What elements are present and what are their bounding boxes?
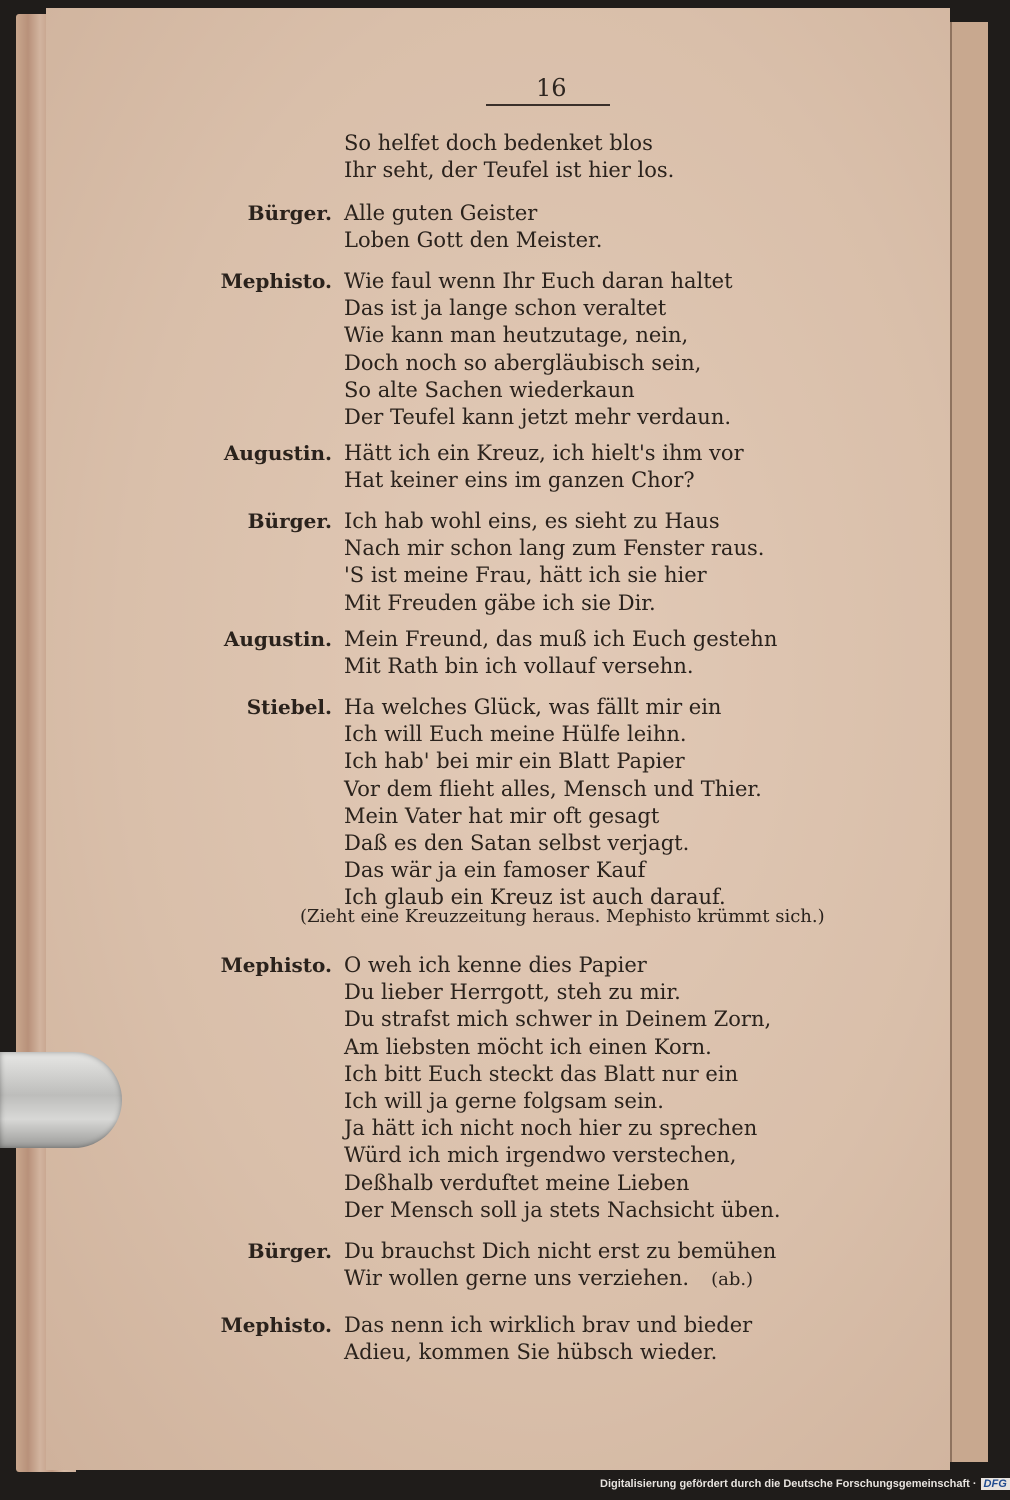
- adjacent-page: [950, 22, 988, 1462]
- speaker-name: Mephisto.: [220, 1313, 332, 1337]
- verse-line: Mein Vater hat mir oft gesagt: [344, 803, 660, 828]
- verse-line-text: Wir wollen gerne uns verziehen.: [344, 1266, 690, 1291]
- verse-line: Du strafst mich schwer in Deinem Zorn,: [344, 1007, 772, 1032]
- verse-line: Loben Gott den Meister.: [344, 228, 603, 253]
- verse-line: Ich glaub ein Kreuz ist auch darauf.: [344, 885, 726, 910]
- verse-line: Das ist ja lange schon veraltet: [344, 296, 667, 321]
- speaker-name: Bürger.: [247, 201, 332, 225]
- digitization-credit: Digitalisierung gefördert durch die Deutsche Forschungsgemeinschaft · DFG: [600, 1478, 996, 1496]
- verse-line: Nach mir schon lang zum Fenster raus.: [344, 536, 765, 561]
- verse-line: Du brauchst Dich nicht erst zu bemühen: [344, 1239, 777, 1263]
- verse-line: So alte Sachen wiederkaun: [344, 377, 635, 402]
- speaker-name: Mephisto.: [220, 269, 332, 293]
- speaker-name: Bürger.: [247, 509, 332, 533]
- verse-line: Adieu, kommen Sie hübsch wieder.: [344, 1340, 718, 1365]
- verse-line: Du lieber Herrgott, steh zu mir.: [344, 980, 681, 1005]
- speaker-name: Stiebel.: [246, 695, 332, 719]
- verse-line: 'S ist meine Frau, hätt ich sie hier: [344, 563, 707, 588]
- verse-line: Würd ich mich irgendwo verstechen,: [344, 1143, 737, 1168]
- verse-lines: [344, 268, 733, 431]
- stage-direction: (Zieht eine Kreuzzeitung heraus. Mephisto krümmt sich.): [300, 906, 825, 927]
- verse-lines: [344, 508, 764, 617]
- verse-line: Mit Freuden gäbe ich sie Dir.: [344, 590, 656, 615]
- verse-lines: [344, 626, 777, 680]
- verse-line: Das wär ja ein famoser Kauf: [344, 858, 646, 883]
- verse-line: Wie kann man heutzutage, nein,: [344, 323, 689, 348]
- verse-line: Der Teufel kann jetzt mehr verdaun.: [344, 404, 732, 429]
- verse-line: Mein Freund, das muß ich Euch gestehn: [344, 627, 778, 651]
- verse-line: Mit Rath bin ich vollauf versehn.: [344, 654, 694, 679]
- verse-line: [344, 1265, 776, 1292]
- page-clip: [0, 1052, 122, 1148]
- verse-line: Doch noch so abergläubisch sein,: [344, 350, 702, 375]
- verse-line: Das nenn ich wirklich brav und bieder: [344, 1313, 753, 1337]
- speaker-name: Bürger.: [247, 1239, 332, 1263]
- verse-line: Ich will ja gerne folgsam sein.: [344, 1088, 664, 1113]
- verse-line: Ihr seht, der Teufel ist hier los.: [344, 158, 675, 183]
- verse-line: Vor dem flieht alles, Mensch und Thier.: [344, 776, 762, 801]
- verse-line: Ich will Euch meine Hülfe leihn.: [344, 722, 687, 747]
- verse-lines: [344, 694, 762, 912]
- credit-text: Digitalisierung gefördert durch die Deutsche Forschungsgemeinschaft: [600, 1478, 970, 1490]
- verse-line: Hat keiner eins im ganzen Chor?: [344, 468, 695, 493]
- verse-lines: [344, 1238, 776, 1292]
- verse-lines: [344, 130, 674, 184]
- verse-line: Alle guten Geister: [344, 201, 538, 225]
- page-number-rule: [486, 104, 610, 106]
- verse-line: O weh ich kenne dies Papier: [344, 953, 647, 977]
- verse-line: Deßhalb verduftet meine Lieben: [344, 1170, 690, 1195]
- verse-line: Ha welches Glück, was fällt mir ein: [344, 695, 722, 719]
- verse-line: Ich bitt Euch steckt das Blatt nur ein: [344, 1061, 739, 1086]
- speaker-name: Augustin.: [223, 441, 332, 465]
- verse-line: Daß es den Satan selbst verjagt.: [344, 830, 690, 855]
- speaker-name: Augustin.: [223, 627, 332, 651]
- verse-line: So helfet doch bedenket blos: [344, 131, 653, 155]
- verse-lines: [344, 440, 744, 494]
- verse-line: Wie faul wenn Ihr Euch daran haltet: [344, 269, 733, 293]
- verse-lines: [344, 200, 602, 254]
- verse-line: Ich hab wohl eins, es sieht zu Haus: [344, 509, 720, 533]
- verse-line: Am liebsten möcht ich einen Korn.: [344, 1034, 712, 1059]
- verse-line: Der Mensch soll ja stets Nachsicht üben.: [344, 1197, 781, 1222]
- verse-line: Ich hab' bei mir ein Blatt Papier: [344, 749, 685, 774]
- exit-aside: (ab.): [711, 1269, 754, 1291]
- verse-lines: [344, 1312, 752, 1366]
- verse-lines: [344, 952, 781, 1224]
- verse-line: Hätt ich ein Kreuz, ich hielt's ihm vor: [344, 441, 744, 465]
- speaker-name: Mephisto.: [220, 953, 332, 977]
- verse-line: Ja hätt ich nicht noch hier zu sprechen: [344, 1116, 758, 1141]
- dfg-logo: DFG: [981, 1478, 1010, 1490]
- page-number: 16: [536, 74, 567, 102]
